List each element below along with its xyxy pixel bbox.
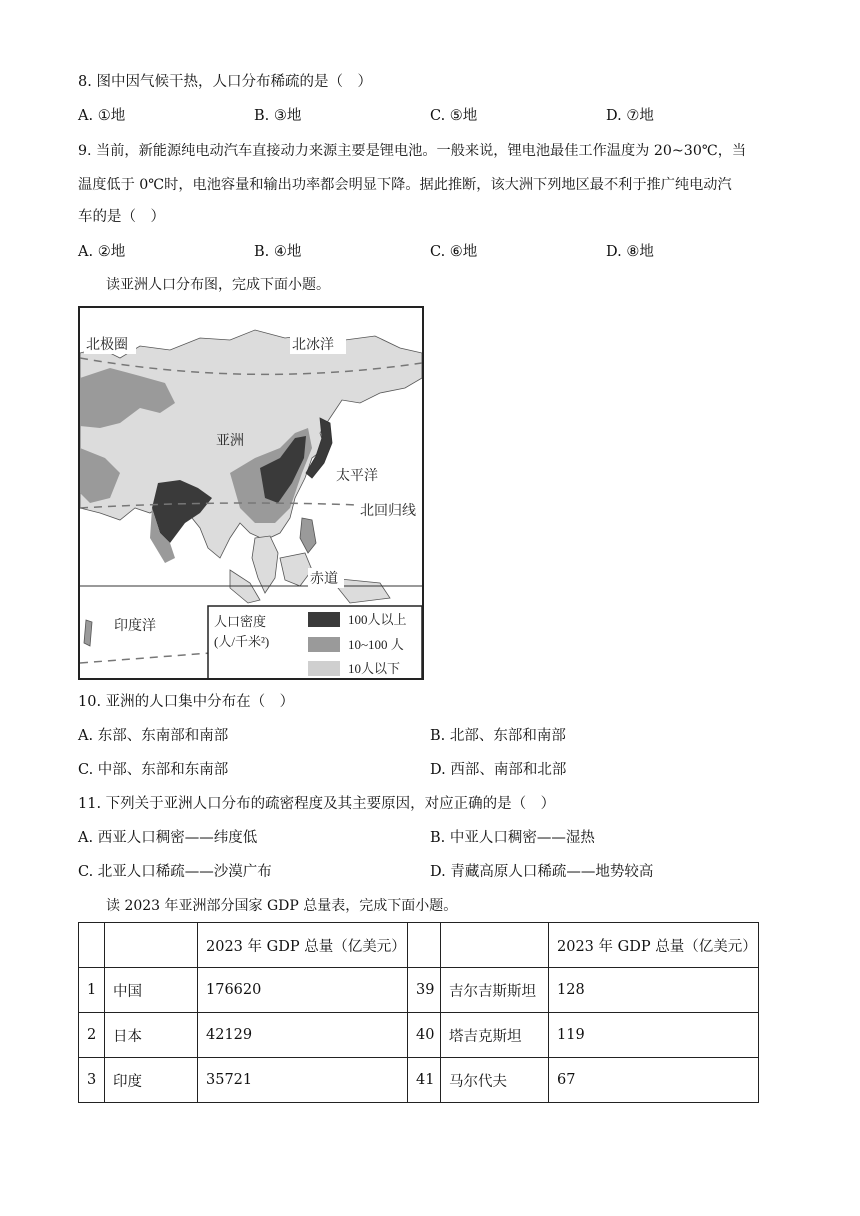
label-equator: 赤道 — [310, 572, 338, 587]
table-row — [79, 1058, 759, 1103]
q9-option-c: C. ⑥地 — [430, 244, 478, 260]
q11-option-a: A. 西亚人口稠密——纬度低 — [78, 830, 258, 846]
q9-option-d: D. ⑧地 — [606, 244, 654, 260]
q11-option-c: C. 北亚人口稀疏——沙漠广布 — [78, 864, 272, 880]
q10-option-a: A. 东部、东南部和南部 — [78, 728, 229, 744]
gdp-cell: 35721 — [198, 1058, 408, 1103]
country-cell: 中国 — [105, 968, 198, 1013]
table-intro: 读 2023 年亚洲部分国家 GDP 总量表，完成下面小题。 — [106, 898, 458, 914]
header-gdp-2: 2023 年 GDP 总量（亿美元） — [549, 923, 759, 968]
gdp-cell: 128 — [549, 968, 759, 1013]
legend-label-medium: 10~100 人 — [348, 637, 404, 652]
q11-stem: 11. 下列关于亚洲人口分布的疏密程度及其主要原因，对应正确的是（ ） — [78, 796, 556, 812]
gdp-cell: 67 — [549, 1058, 759, 1103]
label-asia: 亚洲 — [216, 434, 244, 449]
rank-cell: 40 — [408, 1013, 441, 1058]
map-intro: 读亚洲人口分布图，完成下面小题。 — [106, 277, 330, 293]
q9-line2: 温度低于 0℃时，电池容量和输出功率都会明显下降。据此推断，该大洲下列地区最不利于推广纯电动汽 — [78, 177, 732, 193]
table-row — [79, 1013, 759, 1058]
q10-stem: 10. 亚洲的人口集中分布在（ ） — [78, 694, 295, 710]
label-indian-ocean: 印度洋 — [114, 619, 156, 634]
country-cell: 马尔代夫 — [441, 1058, 549, 1103]
legend-swatch-high — [308, 612, 340, 627]
country-cell: 日本 — [105, 1013, 198, 1058]
q8-stem: 8. 图中因气候干热，人口分布稀疏的是（ ） — [78, 74, 372, 90]
legend-title: 人口密度 — [214, 614, 267, 629]
rank-cell: 41 — [408, 1058, 441, 1103]
q11-option-d: D. 青藏高原人口稀疏——地势较高 — [430, 864, 654, 880]
asia-population-map — [78, 306, 424, 680]
q8-option-b: B. ③地 — [254, 108, 302, 124]
rank-cell: 1 — [79, 968, 105, 1013]
q10-option-d: D. 西部、南部和北部 — [430, 762, 567, 778]
map-legend — [208, 606, 422, 678]
country-cell: 印度 — [105, 1058, 198, 1103]
legend-swatch-low — [308, 661, 340, 676]
legend-swatch-medium — [308, 637, 340, 652]
philippines — [300, 518, 316, 553]
rank-cell: 39 — [408, 968, 441, 1013]
label-arctic-ocean: 北冰洋 — [292, 338, 334, 353]
borneo-island — [280, 553, 312, 586]
q8-option-c: C. ⑤地 — [430, 108, 478, 124]
label-tropic: 北回归线 — [360, 504, 416, 519]
q10-option-b: B. 北部、东部和南部 — [430, 728, 566, 744]
q8-option-a: A. ①地 — [78, 108, 126, 124]
south-dashed-line — [80, 653, 210, 663]
q9-option-b: B. ④地 — [254, 244, 302, 260]
q10-option-c: C. 中部、东部和东南部 — [78, 762, 229, 778]
madagascar — [84, 620, 92, 646]
legend-label-high: 100人以上 — [348, 612, 407, 627]
label-pacific: 太平洋 — [336, 469, 378, 484]
q8-option-d: D. ⑦地 — [606, 108, 654, 124]
legend-label-low: 10人以下 — [348, 661, 401, 676]
q11-option-b: B. 中亚人口稠密——湿热 — [430, 830, 595, 846]
table-header-row — [79, 923, 759, 968]
gdp-cell: 119 — [549, 1013, 759, 1058]
q9-option-a: A. ②地 — [78, 244, 126, 260]
landmass-low-density — [80, 330, 422, 558]
q9-line3: 车的是（ ） — [78, 209, 165, 225]
country-cell: 塔吉克斯坦 — [441, 1013, 549, 1058]
header-gdp: 2023 年 GDP 总量（亿美元） — [198, 923, 408, 968]
label-arctic-circle: 北极圈 — [86, 338, 128, 353]
rank-cell: 3 — [79, 1058, 105, 1103]
indochina-peninsula — [252, 536, 278, 593]
gdp-table — [78, 922, 759, 1103]
rank-cell: 2 — [79, 1013, 105, 1058]
gdp-cell: 176620 — [198, 968, 408, 1013]
q9-line1: 9. 当前，新能源纯电动汽车直接动力来源主要是锂电池。一般来说，锂电池最佳工作温度为 20~30℃，当 — [78, 143, 747, 159]
legend-unit: (人/千米²) — [214, 634, 270, 649]
gdp-cell: 42129 — [198, 1013, 408, 1058]
table-row — [79, 968, 759, 1013]
country-cell: 吉尔吉斯斯坦 — [441, 968, 549, 1013]
